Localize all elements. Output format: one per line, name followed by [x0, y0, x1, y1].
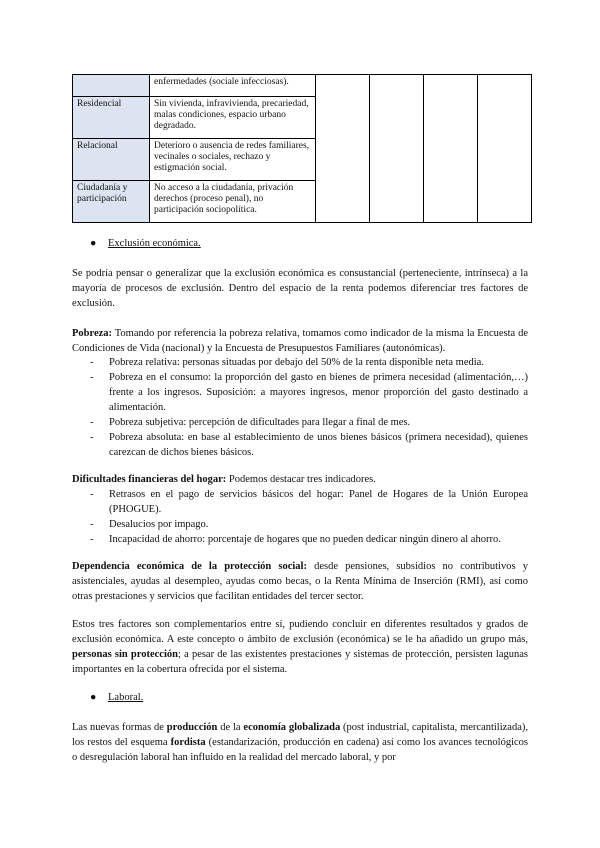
- paragraph-text: ; a pesar de las existentes prestaciones y sistemas de protección, persisten lagunas importantes en la cobertura ofrecida por el sistema.: [72, 649, 529, 675]
- section-title: Laboral.: [108, 692, 144, 703]
- section-heading-exclusion-economica: [90, 238, 201, 249]
- paragraph-text: Las nuevas formas de: [72, 722, 167, 733]
- table-cell-empty: [424, 75, 478, 223]
- list-item: - Retrasos en el pago de servicios básicos del hogar: Panel de Hogares de la Unión Europea (PHOGUE).: [90, 487, 528, 517]
- dependencia-text: desde pensiones, subsidios no contributivos y asistenciales, ayudas al desempleo, ayudas como becas, o la Renta Mínima de Inserción (RMI), así como otras prestaciones y servicios que facilitan entidades del tercer sector.: [72, 561, 528, 602]
- table-cell-empty: [478, 75, 532, 223]
- dificultades-text: Podemos destacar tres indicadores.: [226, 474, 376, 485]
- paragraph-text: de la: [217, 722, 244, 733]
- dependencia-label: Dependencia económica de la protección social:: [72, 561, 307, 572]
- table-cell-factors: enfermedades (sociale infecciosas).: [150, 75, 316, 97]
- complementarios-paragraph: [72, 617, 528, 677]
- list-item: - Pobreza en el consumo: la proporción del gasto en bienes de primera necesidad (alimentación,…) frente a los ingresos. Suposición: a mayores ingresos, menor proporción del gasto destinado a alimentación.: [90, 370, 528, 415]
- dificultades-list: [90, 487, 528, 547]
- exclusion-table: [72, 74, 532, 223]
- pobreza-paragraph: [72, 326, 528, 356]
- table-cell-empty: [316, 75, 370, 223]
- pobreza-text: Tomando por referencia la pobreza relativa, tomamos como indicador de la misma la Encuesta de Condiciones de Vida (nacional) y la Encuesta de Presupuestos Familiares (autonómicas).: [72, 328, 528, 354]
- section-heading-laboral: [90, 692, 143, 703]
- table-cell-area: Relacional: [73, 139, 150, 181]
- table-cell-factors: Sin vivienda, infravivienda, precariedad, malas condiciones, espacio urbano degradado.: [150, 97, 316, 139]
- dificultades-paragraph: [72, 472, 528, 487]
- list-item: - Pobreza relativa: personas situadas por debajo del 50% de la renta disponible neta media.: [90, 355, 528, 370]
- pobreza-label: Pobreza:: [72, 328, 113, 339]
- bold-term: fordista: [170, 737, 206, 748]
- intro-paragraph: Se podría pensar o generalizar que la exclusión económica es consustancial (perteneciente, intrínseca) a la mayoría de procesos de exclusión. Dentro del espacio de la renta podemos diferenciar tres factores de exclusión.: [72, 268, 528, 309]
- personas-sin-proteccion: personas sin protección: [72, 649, 178, 660]
- bold-term: economía globalizada: [243, 722, 341, 733]
- table-cell-factors: No acceso a la ciudadanía, privación derechos (proceso penal), no participación sociopolítica.: [150, 181, 316, 223]
- paragraph-text: (post industrial, capitalista, mercantilizada), los restos del esquema: [72, 722, 528, 748]
- bold-term: producción: [166, 722, 218, 733]
- list-item: - Pobreza absoluta: en base al establecimiento de unos bienes básicos (primera necesidad), quienes carezcan de dichos bienes básicos.: [90, 430, 528, 460]
- list-item: - Desalucios por impago.: [90, 517, 528, 532]
- table-cell-area: Residencial: [73, 97, 150, 139]
- dificultades-label: Dificultades financieras del hogar:: [72, 474, 227, 485]
- table-row: [73, 75, 532, 97]
- dependencia-paragraph: [72, 559, 528, 604]
- table-cell-area: Ciudadanía y participación: [73, 181, 150, 223]
- list-item: - Incapacidad de ahorro: porcentaje de hogares que no pueden dedicar ningún dinero al ahorro.: [90, 532, 528, 547]
- list-item: - Pobreza subjetiva: percepción de dificultades para llegar a final de mes.: [90, 415, 528, 430]
- table-cell-area: [73, 75, 150, 97]
- bullet-icon: ●: [90, 692, 97, 703]
- bullet-icon: ●: [90, 238, 97, 249]
- paragraph-text: (estandarización, producción en cadena) así como los avances tecnológicos o desregulación laboral han influido en la realidad del mercado laboral, y por: [72, 737, 529, 763]
- table-cell-empty: [370, 75, 424, 223]
- paragraph-text: Estos tres factores son complementarios entre sí, pudiendo concluir en diferentes resultados y grados de exclusión económica. A este concepto o ámbito de exclusión (económica) se le ha añadido un grupo más,: [72, 619, 528, 645]
- laboral-paragraph: [72, 720, 528, 765]
- pobreza-list: [90, 355, 528, 460]
- section-title: Exclusión económica.: [108, 238, 201, 249]
- table-cell-factors: Deterioro o ausencia de redes familiares, vecinales o sociales, rechazo y estigmación social.: [150, 139, 316, 181]
